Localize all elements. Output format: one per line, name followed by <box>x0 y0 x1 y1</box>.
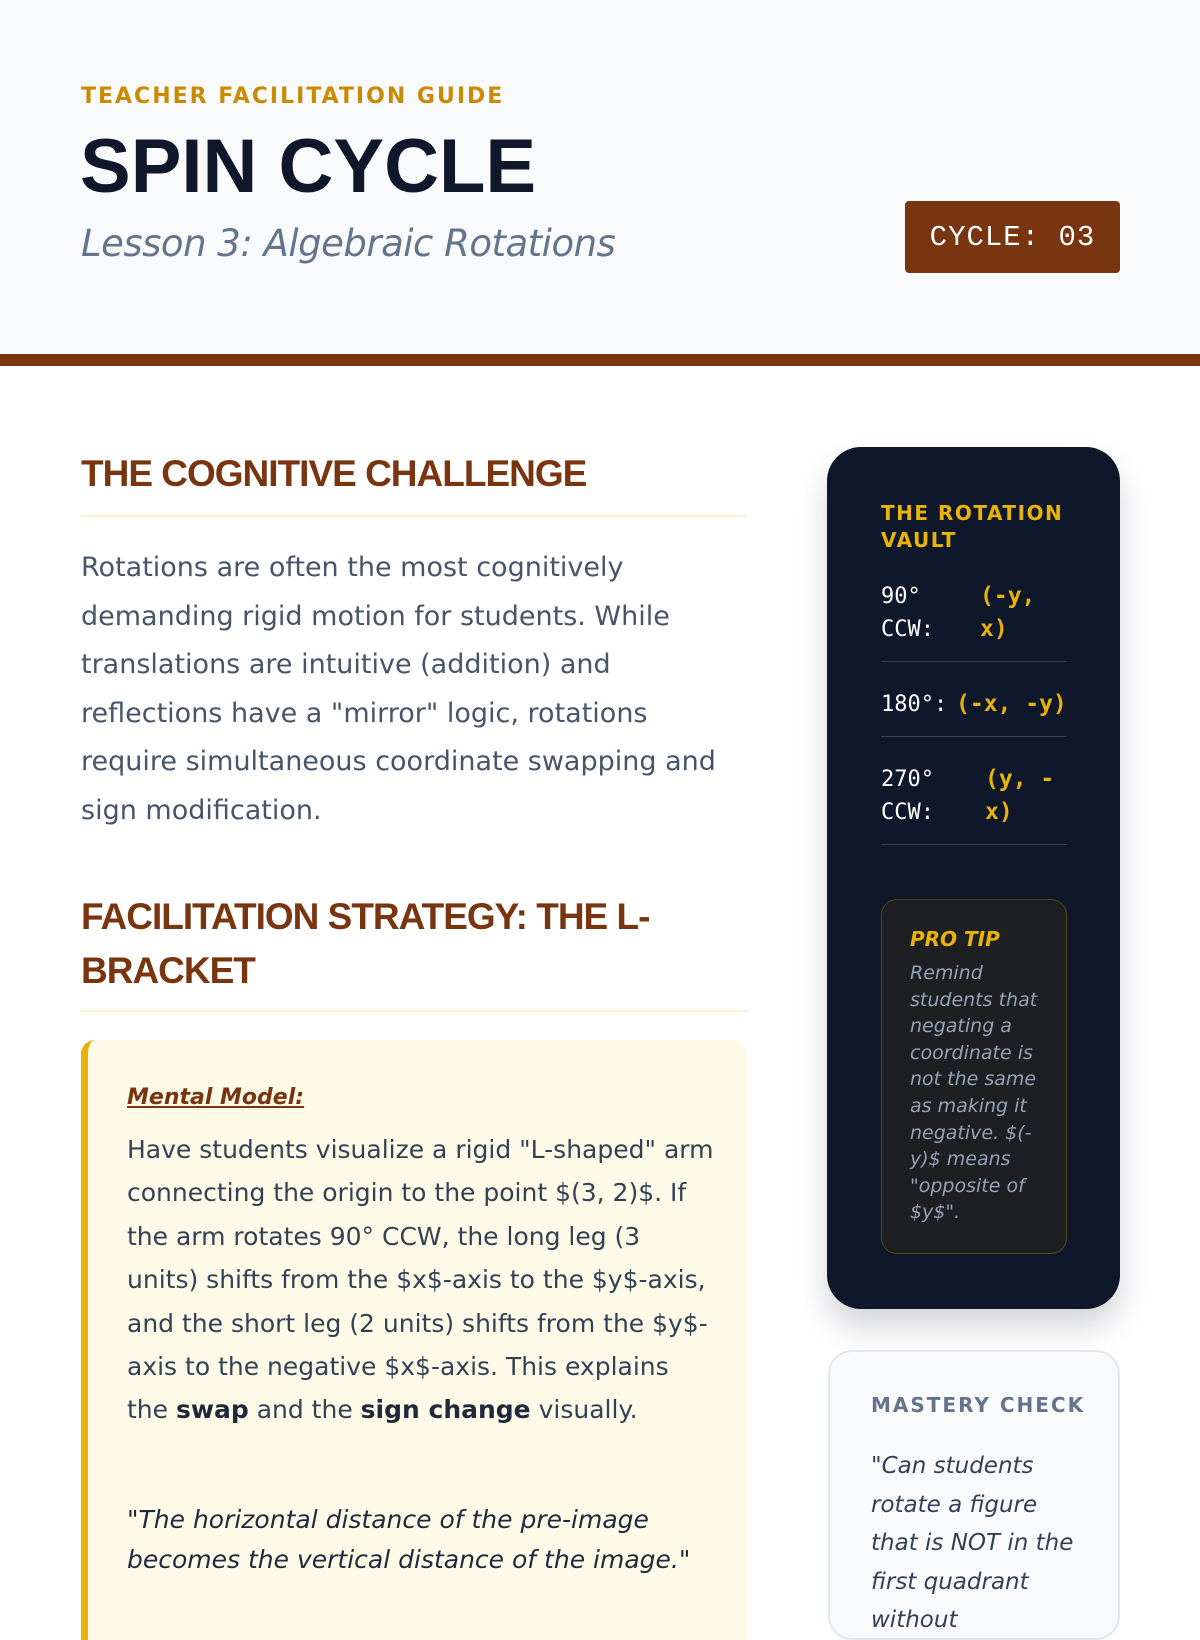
sign-change-emphasis: sign change <box>360 1395 531 1425</box>
rotation-rule-270 <box>881 763 1067 829</box>
guide-eyebrow: TEACHER FACILITATION GUIDE <box>81 84 505 109</box>
rotation-rule-divider <box>881 661 1067 662</box>
rotation-angle: 90° CCW: <box>881 584 934 642</box>
rotation-angle: 180°: <box>881 692 948 717</box>
cognitive-challenge-divider <box>81 515 747 517</box>
rotation-angle: 270° CCW: <box>881 767 934 825</box>
cycle-badge: CYCLE: 03 <box>905 201 1120 273</box>
rotation-vault-title: THE ROTATION VAULT <box>881 501 1064 552</box>
rotation-rule-divider <box>881 844 1067 845</box>
rotation-rule-90 <box>881 580 1067 646</box>
facilitation-heading: FACILITATION STRATEGY: THE L-BRACKET <box>81 896 650 991</box>
page-title: SPIN CYCLE <box>80 124 537 209</box>
cognitive-challenge-heading: THE COGNITIVE CHALLENGE <box>81 453 587 494</box>
pro-tip-label: PRO TIP <box>910 927 1000 951</box>
mental-model-label: Mental Model: <box>127 1085 305 1110</box>
header-divider <box>0 354 1200 366</box>
rotation-formula: (-y, x) <box>980 583 1036 642</box>
page-header <box>0 0 1200 354</box>
cognitive-challenge-text: Rotations are often the most cognitively demanding rigid motion for students. While translations are intuitive (addition) and reflections have a "mirror" logic, rotations require simultaneous coordinate swapping and sign modification. <box>81 552 716 826</box>
rotation-formula: (-x, -y) <box>956 691 1067 717</box>
mental-model-text-part-3: visually. <box>538 1395 638 1425</box>
mental-model-text-part-1: Have students visualize a rigid "L-shaped" arm connecting the origin to the point $(3, 2)$. If the arm rotates 90° CCW, the long leg (3 units) shifts from the $x$-axis to the $y$-axis, and the short leg (2 units) shifts from the $y$-axis to the negative $x$-axis. This explains the <box>127 1135 714 1425</box>
mental-model-text-part-2: and the <box>256 1395 353 1425</box>
lesson-subtitle: Lesson 3: Algebraic Rotations <box>81 222 616 265</box>
swap-emphasis: swap <box>175 1395 249 1425</box>
rotation-rule-180 <box>881 688 1067 721</box>
mental-model-quote: "The horizontal distance of the pre-image becomes the vertical distance of the image." <box>127 1505 691 1574</box>
rotation-rule-divider <box>881 736 1067 737</box>
mental-model-text <box>127 1128 717 1432</box>
mastery-check-label: MASTERY CHECK <box>871 1393 1086 1417</box>
facilitation-divider <box>81 1010 747 1012</box>
mastery-check-text: "Can students rotate a figure that is NOT in the first quadrant without <box>871 1453 1074 1633</box>
rotation-formula: (y, -x) <box>985 766 1055 825</box>
pro-tip-text: Remind students that negating a coordinate is not the same as making it negative. $(-y)$ means "opposite of $y$". <box>910 962 1038 1224</box>
